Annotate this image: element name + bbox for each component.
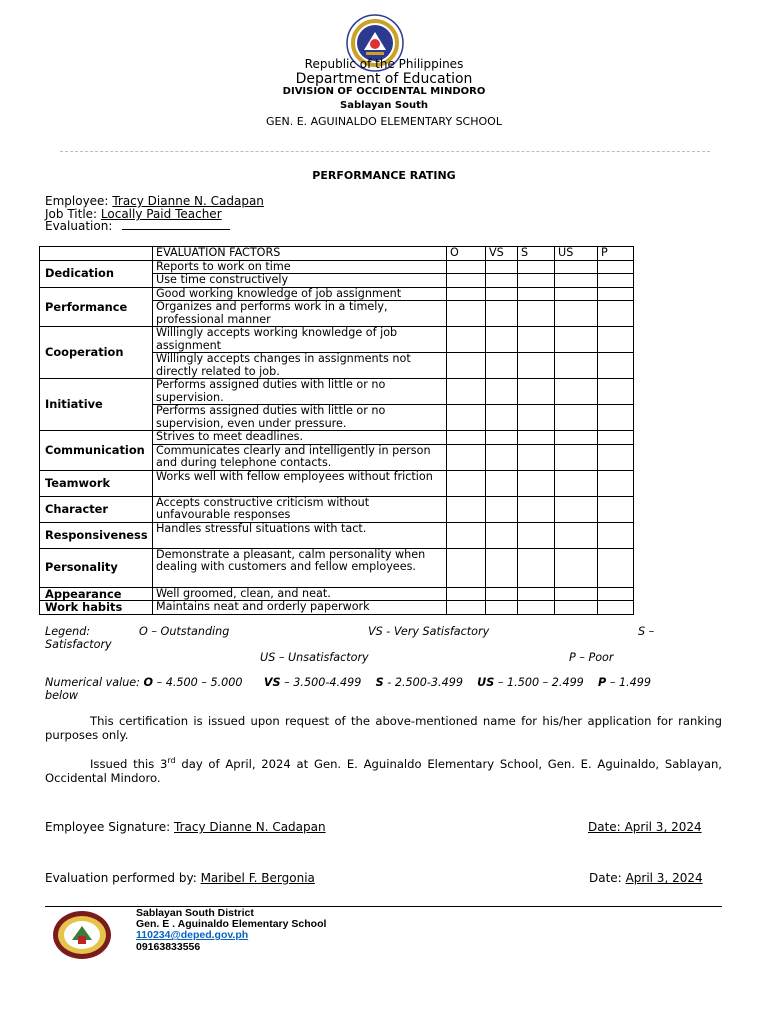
num-us-key: US [477,676,495,689]
republic-text: Republic of the Philippines [304,57,464,71]
factor-cell: Accepts constructive criticism without unfavourable responses [153,496,447,522]
legend-satisfactory-cont: Satisfactory [45,638,112,651]
rating-cell[interactable] [447,470,486,496]
issued-sup: rd [167,756,176,765]
legend-outstanding: O – Outstanding [139,625,230,638]
category-cell: Work habits [40,601,153,615]
table-row [40,287,634,301]
certification-paragraph: This certification is issued upon request of the above-mentioned name for his/her application for ranking purposes only. [45,714,722,742]
rating-cell[interactable] [598,431,634,445]
rating-cell[interactable] [486,444,518,470]
employee-line [45,194,264,208]
evaluator-line [45,871,315,885]
evaluator-name: Maribel F. Bergonia [200,871,315,885]
num-s-val: - 2.500-3.499 [387,676,463,689]
rating-cell[interactable] [555,353,598,379]
rating-cell[interactable] [486,260,518,274]
rating-cell[interactable] [486,587,518,601]
evaluator-date-label: Date: [589,871,622,885]
rating-cell[interactable] [486,496,518,522]
district-text: Sablayan South [340,100,428,111]
rating-cell[interactable] [447,301,486,327]
evaluator-date-value: April 3, 2024 [625,871,703,885]
num-vs-key: VS [263,676,281,689]
numerical-label: Numerical value: [45,676,140,689]
num-p-key: P [598,676,607,689]
rating-cell[interactable] [598,260,634,274]
evaluation-label: Evaluation: [45,219,113,233]
rating-cell[interactable] [518,353,555,379]
rating-cell[interactable] [555,522,598,548]
rating-cell[interactable] [447,287,486,301]
factor-cell: Performs assigned duties with little or no supervision. [153,379,447,405]
rating-cell[interactable] [555,260,598,274]
rating-cell[interactable] [486,353,518,379]
category-cell: Appearance [40,587,153,601]
factor-cell: Demonstrate a pleasant, calm personality when dealing with customers and fellow employees. [153,548,447,587]
category-cell: Initiative [40,379,153,431]
legend-unsatisfactory: US – Unsatisfactory [260,651,369,664]
table-row [40,587,634,601]
header-blank-cell [40,247,153,261]
category-cell: Performance [40,287,153,327]
rating-cell[interactable] [518,522,555,548]
num-o-key: O [143,676,154,689]
header-col-p: P [598,247,634,261]
factor-cell: Willingly accepts working knowledge of job assignment [153,327,447,353]
num-us-val: – 1.500 – 2.499 [497,676,584,689]
rating-table [39,246,634,615]
rating-cell[interactable] [447,405,486,431]
rating-cell[interactable] [598,522,634,548]
header-col-us: US [555,247,598,261]
school-seal-logo [52,910,112,960]
evaluator-date-line [589,871,703,885]
footer-phone: 09163833556 [136,941,201,953]
factor-cell: Maintains neat and orderly paperwork [153,601,447,615]
rating-cell[interactable] [518,470,555,496]
category-cell: Communication [40,431,153,471]
employee-signature-name: Tracy Dianne N. Cadapan [174,820,326,834]
rating-cell[interactable] [555,587,598,601]
table-header-row [40,247,634,261]
header-col-o: O [447,247,486,261]
rating-cell[interactable] [518,496,555,522]
rating-cell[interactable] [555,287,598,301]
rating-cell[interactable] [555,431,598,445]
issued-post: day of April, 2024 at Gen. E. Aguinaldo Elementary School, Gen. E. Aguinaldo, Sablayan, Occidental Mindoro. [45,756,722,785]
rating-cell[interactable] [518,287,555,301]
rating-cell[interactable] [486,379,518,405]
school-text: GEN. E. AGUINALDO ELEMENTARY SCHOOL [266,115,502,128]
rating-cell[interactable] [518,431,555,445]
footer-email-link[interactable]: 110234@deped.gov.ph [136,929,249,941]
table-row [40,470,634,496]
rating-cell[interactable] [518,444,555,470]
category-cell: Character [40,496,153,522]
rating-cell[interactable] [447,601,486,615]
num-p-val: – 1.499 [609,676,651,689]
rating-cell[interactable] [518,548,555,587]
category-cell: Teamwork [40,470,153,496]
rating-cell[interactable] [518,601,555,615]
rating-cell[interactable] [555,548,598,587]
employee-name: Tracy Dianne N. Cadapan [112,194,264,208]
factor-cell: Well groomed, clean, and neat. [153,587,447,601]
category-cell: Dedication [40,260,153,287]
job-title-label: Job Title: [45,207,98,221]
rating-cell[interactable] [447,274,486,288]
category-cell: Personality [40,548,153,587]
table-row [40,601,634,615]
rating-cell[interactable] [486,405,518,431]
table-row [40,379,634,405]
rating-cell[interactable] [555,601,598,615]
header-col-vs: VS [486,247,518,261]
rating-cell[interactable] [486,287,518,301]
table-row [40,522,634,548]
rating-cell[interactable] [555,379,598,405]
rating-cell[interactable] [555,274,598,288]
employee-date-value: April 3, 2024 [624,820,702,834]
rating-cell[interactable] [555,405,598,431]
rating-cell[interactable] [447,522,486,548]
rating-cell[interactable] [555,327,598,353]
num-vs-val: – 3.500-4.499 [284,676,362,689]
rating-cell[interactable] [447,353,486,379]
rating-cell[interactable] [598,301,634,327]
table-row [40,496,634,522]
num-s-key: S [375,676,384,689]
rating-cell[interactable] [518,587,555,601]
table-row [40,260,634,274]
employee-date-line [588,820,702,834]
rating-cell[interactable] [598,379,634,405]
factor-cell: Works well with fellow employees without friction [153,470,447,496]
legend-label: Legend: [45,625,91,638]
rating-cell[interactable] [486,327,518,353]
table-row [40,548,634,587]
rating-cell[interactable] [598,287,634,301]
rating-cell[interactable] [486,274,518,288]
factor-cell: Use time constructively [153,274,447,288]
rating-cell[interactable] [486,301,518,327]
employee-signature-line [45,820,326,834]
rating-cell[interactable] [555,444,598,470]
factor-cell: Communicates clearly and intelligently in person and during telephone contacts. [153,444,447,470]
employee-date-label: Date: [588,820,621,834]
rating-cell[interactable] [518,327,555,353]
employee-label: Employee: [45,194,109,208]
rating-cell[interactable] [486,522,518,548]
rating-cell[interactable] [518,379,555,405]
factor-cell: Willingly accepts changes in assignments not directly related to job. [153,353,447,379]
issued-paragraph [45,754,722,785]
rating-cell[interactable] [518,260,555,274]
issued-pre: Issued this 3 [90,756,168,771]
footer-school: Gen. E . Aguinaldo Elementary School [136,918,327,930]
rating-cell[interactable] [486,548,518,587]
factor-cell: Organizes and performs work in a timely, professional manner [153,301,447,327]
rating-cell[interactable] [447,327,486,353]
evaluation-line [45,219,230,233]
category-cell: Responsiveness [40,522,153,548]
rating-cell[interactable] [447,587,486,601]
factor-cell: Handles stressful situations with tact. [153,522,447,548]
rating-cell[interactable] [598,274,634,288]
factor-cell: Reports to work on time [153,260,447,274]
header-factors: EVALUATION FACTORS [153,247,447,261]
rating-cell[interactable] [486,470,518,496]
num-o-val: – 4.500 – 5.000 [156,676,243,689]
rating-cell[interactable] [447,496,486,522]
numerical-values-line [45,676,651,689]
rating-cell[interactable] [447,444,486,470]
department-text: Department of Education [295,71,473,87]
rating-cell[interactable] [598,405,634,431]
rating-cell[interactable] [598,601,634,615]
header-divider [60,151,710,152]
legend-very-satisfactory: VS - Very Satisfactory [368,625,490,638]
table-row [40,431,634,445]
category-cell: Cooperation [40,327,153,379]
numerical-below: below [45,689,79,702]
factor-cell: Good working knowledge of job assignment [153,287,447,301]
rating-cell[interactable] [447,431,486,445]
rating-cell[interactable] [447,548,486,587]
table-row [40,327,634,353]
rating-cell[interactable] [447,379,486,405]
rating-cell[interactable] [518,301,555,327]
rating-cell[interactable] [518,405,555,431]
division-text: DIVISION OF OCCIDENTAL MINDORO [282,86,486,97]
rating-cell[interactable] [598,327,634,353]
rating-cell[interactable] [447,260,486,274]
document-title: PERFORMANCE RATING [312,169,456,182]
rating-cell[interactable] [486,601,518,615]
factor-cell: Strives to meet deadlines. [153,431,447,445]
rating-cell[interactable] [598,470,634,496]
evaluation-blank[interactable] [122,219,230,230]
rating-cell[interactable] [555,470,598,496]
footer-district: Sablayan South District [136,907,254,919]
rating-cell[interactable] [518,274,555,288]
rating-cell[interactable] [598,496,634,522]
header-col-s: S [518,247,555,261]
rating-cell[interactable] [598,587,634,601]
rating-cell[interactable] [555,496,598,522]
rating-cell[interactable] [598,444,634,470]
factor-cell: Performs assigned duties with little or no supervision, even under pressure. [153,405,447,431]
rating-cell[interactable] [486,431,518,445]
job-title-value: Locally Paid Teacher [100,207,222,221]
rating-cell[interactable] [598,548,634,587]
evaluator-label: Evaluation performed by: [45,871,197,885]
rating-cell[interactable] [598,353,634,379]
legend-poor: P – Poor [569,651,614,664]
legend-satisfactory: S – [638,625,655,638]
rating-cell[interactable] [555,301,598,327]
employee-signature-label: Employee Signature: [45,820,171,834]
